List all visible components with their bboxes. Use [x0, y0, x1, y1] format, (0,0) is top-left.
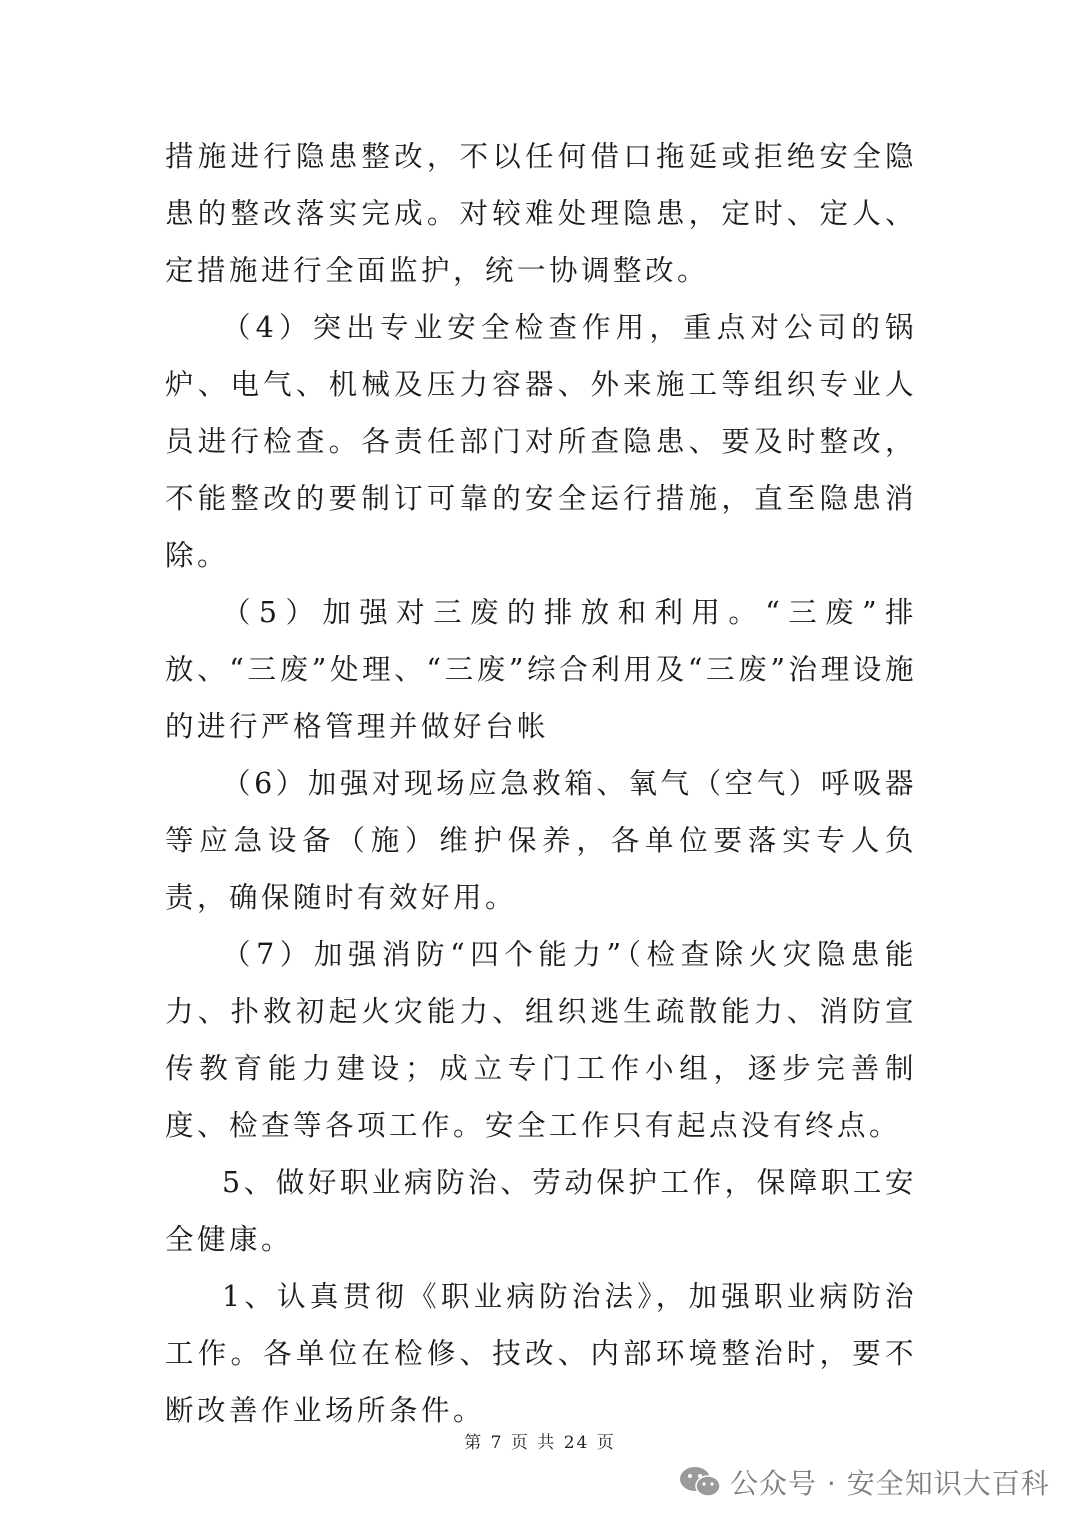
paragraph-2: （4）突出专业安全检查作用，重点对公司的锅炉、电气、机械及压力容器、外来施工等组织专业人员进行检查。各责任部门对所查隐患、要及时整改，不能整改的要制订可靠的安全运行措施，直至隐患消除。: [165, 311, 917, 572]
paragraph-5: （7）加强消防“四个能力”（检查除火灾隐患能力、扑救初起火灾能力、组织逃生疏散能力、消防宣传教育能力建设；成立专门工作小组，逐步完善制度、检查等各项工作。安全工作只有起点没有终点。: [165, 938, 917, 1142]
watermark: [678, 1462, 1050, 1502]
watermark-text: 公众号 · 安全知识大百科: [730, 1467, 1050, 1500]
page-number: 第 7 页 共 24 页: [464, 1433, 616, 1453]
paragraph-6: 5、做好职业病防治、劳动保护工作，保障职工安全健康。: [165, 1166, 917, 1256]
document-body: [165, 128, 917, 1439]
wechat-icon: [678, 1465, 722, 1499]
paragraph-7: 1、认真贯彻《职业病防治法》，加强职业病防治工作。各单位在检修、技改、内部环境整治时，要不断改善作业场所条件。: [165, 1280, 917, 1427]
paragraph-3: （5）加强对三废的排放和利用。“三废”排放、“三废”处理、“三废”综合利用及“三废”治理设施的进行严格管理并做好台帐: [165, 596, 917, 743]
paragraph-1: 措施进行隐患整改，不以任何借口拖延或拒绝安全隐患的整改落实完成。对较难处理隐患，定时、定人、定措施进行全面监护，统一协调整改。: [165, 140, 917, 287]
paragraph-4: （6）加强对现场应急救箱、氧气（空气）呼吸器等应急设备（施）维护保养，各单位要落实专人负责，确保随时有效好用。: [165, 767, 917, 914]
